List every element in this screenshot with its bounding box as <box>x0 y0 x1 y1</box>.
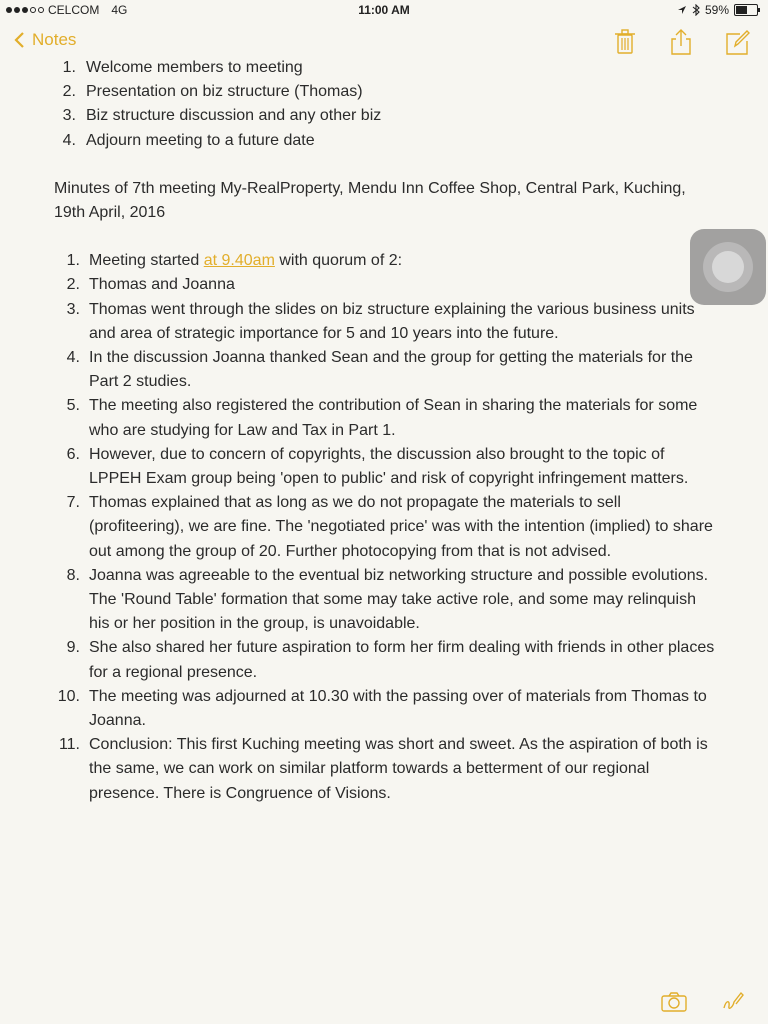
bottom-toolbar <box>660 990 748 1014</box>
nav-actions <box>612 28 750 56</box>
list-item: 6. However, due to concern of copyrights, the discussion also brought to the topic of LPPEH Exam group being 'open to public' and risk of copyright infringement matters. <box>66 445 689 488</box>
list-item: 3. Biz structure discussion and any other biz <box>62 107 382 125</box>
trash-icon[interactable] <box>612 28 638 56</box>
agenda-list <box>0 56 768 153</box>
list-item: 4. Adjourn meeting to a future date <box>62 131 315 149</box>
minutes-list <box>0 249 768 806</box>
list-item: 1. Welcome members to meeting <box>62 59 303 76</box>
location-icon <box>677 5 687 15</box>
battery-icon <box>734 4 758 16</box>
minutes-heading: Minutes of 7th meeting My-RealProperty, Mendu Inn Coffee Shop, Central Park, Kuching, 19th April, 2016 <box>54 179 686 222</box>
bluetooth-icon <box>692 4 700 16</box>
carrier-name: CELCOM <box>48 3 100 17</box>
note-body[interactable] <box>0 56 768 806</box>
list-item: 10. The meeting was adjourned at 10.30 with the passing over of materials from Thomas to Joanna. <box>57 687 707 730</box>
back-label: Notes <box>32 30 77 49</box>
time-link[interactable]: at 9.40am <box>203 252 275 270</box>
list-item: 4. In the discussion Joanna thanked Sean and the group for getting the materials for the Part 2 studies. <box>66 349 693 391</box>
status-right <box>677 3 758 17</box>
chevron-left-icon <box>12 31 28 49</box>
list-item: 3. Thomas went through the slides on biz structure explaining the various business units and area of strategic importance for 5 and 10 years into the future. <box>66 300 695 342</box>
back-button[interactable] <box>12 30 76 50</box>
list-item: 1. Meeting started at 9.40am with quorum of 2: <box>66 252 403 270</box>
sketch-icon[interactable] <box>720 990 748 1014</box>
assistive-touch-button[interactable] <box>690 229 766 305</box>
battery-percent: 59% <box>704 3 729 17</box>
camera-icon[interactable] <box>660 990 688 1014</box>
status-bar <box>0 0 768 20</box>
list-item: 9. She also shared her future aspiration to form her firm dealing with friends in other places for a regional presence. <box>66 639 715 681</box>
clock: 11:00 AM <box>358 3 410 17</box>
list-item: 8. Joanna was agreeable to the eventual biz networking structure and possible evolutions. The 'Round Table' formation that some may take active role, and some may relinquish his or her position in the group, is unavoidable. <box>66 566 709 633</box>
list-item: 2. Thomas and Joanna <box>66 276 235 294</box>
list-item: 2. Presentation on biz structure (Thomas) <box>62 83 363 101</box>
compose-icon[interactable] <box>724 28 750 56</box>
list-item: 7. Thomas explained that as long as we do not propagate the materials to sell (profiteering), we are fine. The 'negotiated price' was with the intention (implied) to share out among the group of 20. Further photocopying from that is not advised. <box>66 494 713 560</box>
share-icon[interactable] <box>668 28 694 56</box>
network-type: 4G <box>111 3 128 17</box>
list-item: 11. Conclusion: This first Kuching meeting was short and sweet. As the aspiration of both is the same, we can work on similar platform towards a betterment of our regional presence. There is Congruence of Visions. <box>58 736 708 802</box>
list-item: 5. The meeting also registered the contribution of Sean in sharing the materials for some who are studying for Law and Tax in Part 1. <box>66 397 698 439</box>
